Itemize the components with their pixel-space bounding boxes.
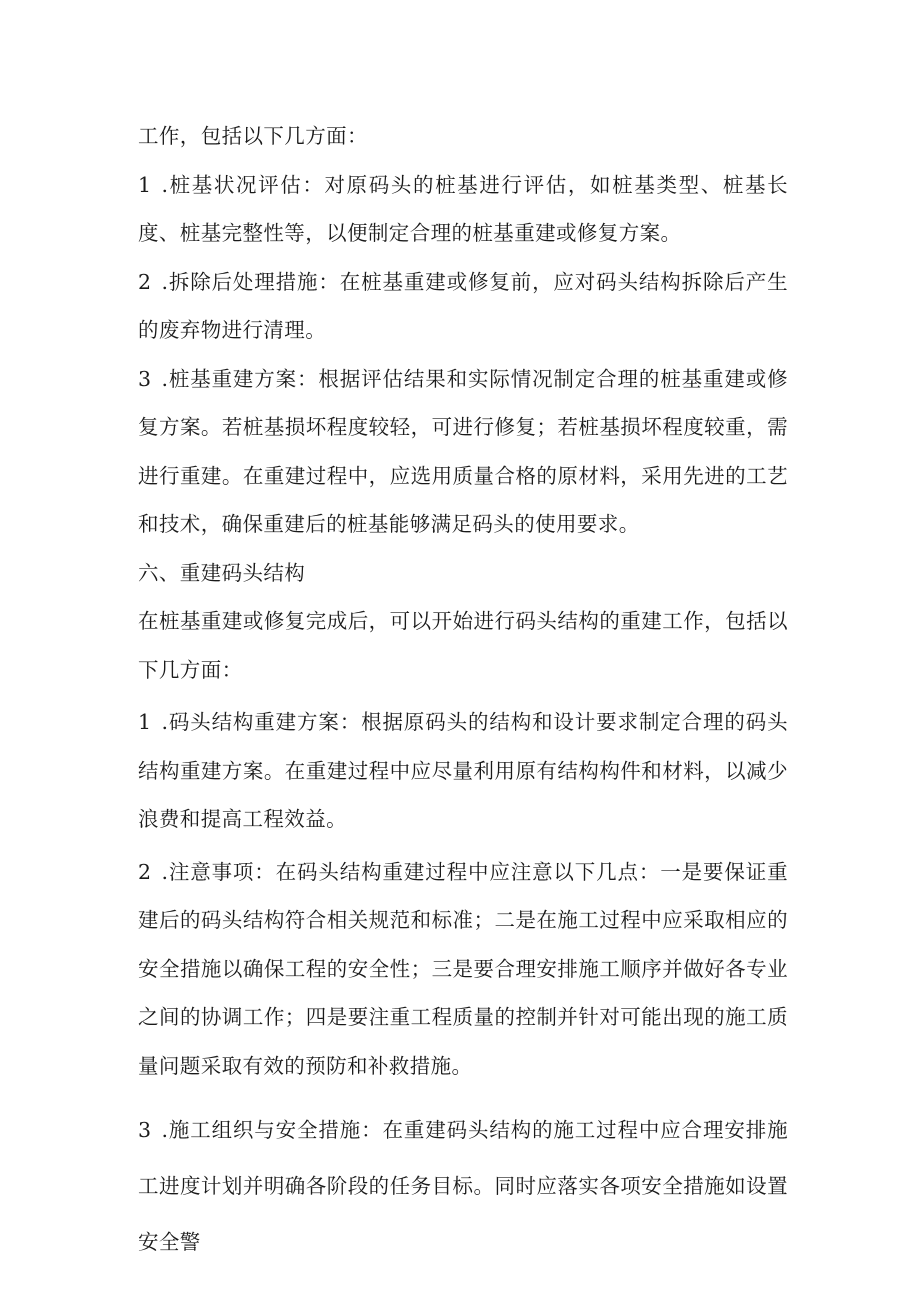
list-number: 2 <box>138 859 152 884</box>
paragraph-text: .码头结构重建方案：根据原码头的结构和设计要求制定合理的码头结构重建方案。在重建过程中应尽量利用原有结构构件和材料，以减少浪费和提高工程效益。 <box>138 710 788 831</box>
list-number: 3 <box>138 366 152 391</box>
heading-text: 六、重建码头结构 <box>138 560 306 585</box>
paragraph-text: 工作，包括以下几方面： <box>138 124 368 148</box>
paragraph-text: .注意事项：在码头结构重建过程中应注意以下几点：一是要保证重建后的码头结构符合相关规范和标准；二是在施工过程中应采取相应的安全措施以确保工程的安全性；三是要合理安排施工顺序并做好各专业之间的协调工作；四是要注重工程质量的控制并针对可能出现的施工质量问题采取有效的预防和补救措施。 <box>138 859 788 1078</box>
list-number: 1 <box>138 710 152 734</box>
paragraph-intro-continuation <box>138 112 788 161</box>
list-number: 1 <box>138 172 152 197</box>
list-item-pile-rebuild-plan <box>138 355 788 549</box>
paragraph-text: .桩基状况评估：对原码头的桩基进行评估，如桩基类型、桩基长度、桩基完整性等，以便制定合理的桩基重建或修复方案。 <box>138 172 788 245</box>
list-item-precautions <box>138 848 788 1091</box>
list-number: 2 <box>138 269 152 294</box>
list-item-structure-plan <box>138 698 788 844</box>
list-number: 3 <box>138 1118 152 1142</box>
paragraph-text: .桩基重建方案：根据评估结果和实际情况制定合理的桩基重建或修复方案。若桩基损坏程度较轻，可进行修复；若桩基损坏程度较重，需进行重建。在重建过程中，应选用质量合格的原材料，采用先进的工艺和技术，确保重建后的桩基能够满足码头的使用要求。 <box>138 366 788 536</box>
list-item-post-demolition <box>138 258 788 355</box>
list-item-pile-assessment <box>138 161 788 258</box>
document-body <box>138 112 788 1270</box>
paragraph-text: .施工组织与安全措施：在重建码头结构的施工过程中应合理安排施工进度计划并明确各阶段的任务目标。同时应落实各项安全措施如设置安全警 <box>138 1118 788 1254</box>
section-heading-rebuild-wharf <box>138 549 788 598</box>
paragraph-section-intro <box>138 597 788 694</box>
paragraph-text: .拆除后处理措施：在桩基重建或修复前，应对码头结构拆除后产生的废弃物进行清理。 <box>138 269 788 342</box>
paragraph-text: 在桩基重建或修复完成后，可以开始进行码头结构的重建工作，包括以下几方面： <box>138 609 788 682</box>
list-item-construction-safety <box>138 1102 788 1270</box>
